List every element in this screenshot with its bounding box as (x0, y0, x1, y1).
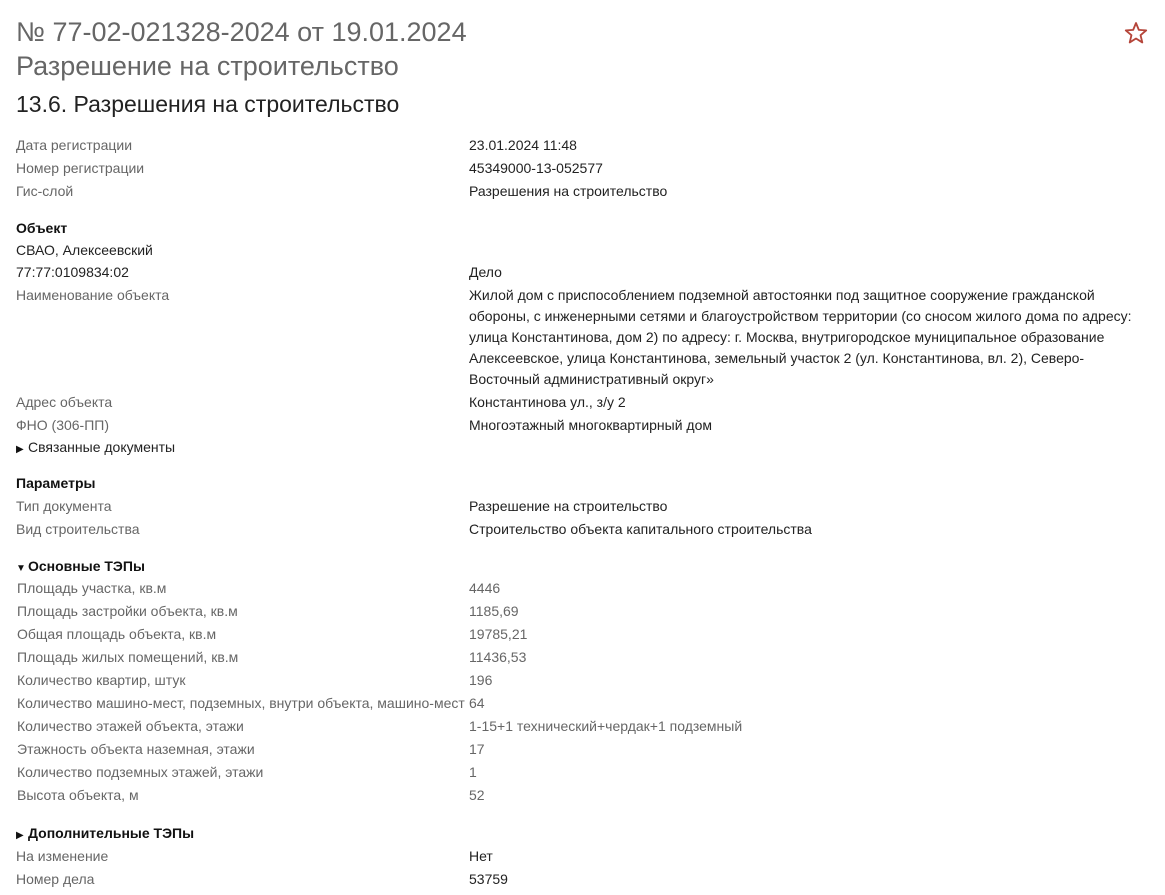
toggle-label: Дополнительные ТЭПы (28, 825, 195, 841)
extra-tep-toggle[interactable] (16, 823, 194, 846)
document-number: № 77-02-021328-2024 от 19.01.2024 (16, 17, 467, 47)
row-value: Многоэтажный многоквартирный дом (469, 417, 713, 433)
row-label: Площадь застройки объекта, кв.м (17, 603, 238, 619)
row-label: Количество этажей объекта, этажи (17, 718, 244, 734)
triangle-down-icon: ▼ (16, 563, 26, 574)
row-value: 1-15+1 технический+чердак+1 подземный (469, 718, 743, 734)
row-label: Номер дела (16, 871, 95, 887)
row-label: Вид строительства (16, 521, 140, 537)
row-label: Площадь участка, кв.м (17, 580, 167, 596)
row-label: Количество квартир, штук (17, 672, 186, 688)
object-section-heading: Объект (16, 220, 68, 236)
row-value: Константинова ул., з/у 2 (469, 394, 626, 410)
row-value: 196 (469, 672, 493, 688)
row-value: Разрешение на строительство (469, 498, 668, 514)
row-label: Высота объекта, м (17, 787, 139, 803)
main-tep-toggle[interactable] (16, 556, 145, 579)
row-value: 11436,53 (469, 649, 527, 665)
row-label: Адрес объекта (16, 394, 113, 410)
category-title: 13.6. Разрешения на строительство (16, 91, 400, 117)
row-label: Количество подземных этажей, этажи (17, 764, 264, 780)
params-section-heading: Параметры (16, 475, 96, 491)
row-label: Наименование объекта (16, 287, 170, 303)
row-value: 4446 (469, 580, 501, 596)
row-label: Площадь жилых помещений, кв.м (17, 649, 239, 665)
row-label: ФНО (306-ПП) (16, 417, 110, 433)
triangle-right-icon: ▶ (16, 444, 24, 455)
object-name-value: Жилой дом с приспособлением подземной автостоянки под защитное сооружение гражданской обороны, с инженерными сетями и благоустройством территории (со сносом жилого дома по адресу: улица Константинова, дом 2) по адресу: г. Москва, внутригородское муниципальное образование Алексеевское, улица Константинова, земельный участок 2 (ул. Константинова, вл. 2), Северо-Восточный административный округ» (469, 287, 1132, 387)
row-value: 23.01.2024 11:48 (469, 137, 577, 153)
row-value: 1 (469, 764, 477, 780)
favorite-star-icon[interactable] (1123, 20, 1149, 46)
row-value: 1185,69 (469, 603, 519, 619)
row-label: Номер регистрации (16, 160, 145, 176)
case-link[interactable]: Дело (469, 264, 502, 280)
row-value: Нет (469, 848, 493, 864)
row-label: Тип документа (16, 498, 112, 514)
row-value: 52 (469, 787, 485, 803)
row-label: На изменение (16, 848, 109, 864)
row-label: Дата регистрации (16, 137, 133, 153)
row-label: Гис-слой (16, 183, 74, 199)
related-documents-toggle[interactable] (16, 437, 175, 460)
toggle-label: Основные ТЭПы (28, 558, 145, 574)
document-type-title: Разрешение на строительство (16, 51, 399, 81)
cadastral-number: 77:77:0109834:02 (16, 264, 129, 280)
object-district: СВАО, Алексеевский (16, 242, 153, 258)
row-value: 17 (469, 741, 485, 757)
toggle-label: Связанные документы (28, 439, 176, 455)
row-value: 45349000-13-052577 (469, 160, 603, 176)
row-value: Разрешения на строительство (469, 183, 668, 199)
row-value: 53759 (469, 871, 508, 887)
row-label: Общая площадь объекта, кв.м (17, 626, 217, 642)
triangle-right-icon: ▶ (16, 830, 24, 841)
row-label: Количество машино-мест, подземных, внутри объекта, машино-мест (17, 695, 465, 711)
row-label: Этажность объекта наземная, этажи (17, 741, 255, 757)
row-value: Строительство объекта капитального строительства (469, 521, 812, 537)
row-value: 19785,21 (469, 626, 528, 642)
row-value: 64 (469, 695, 485, 711)
